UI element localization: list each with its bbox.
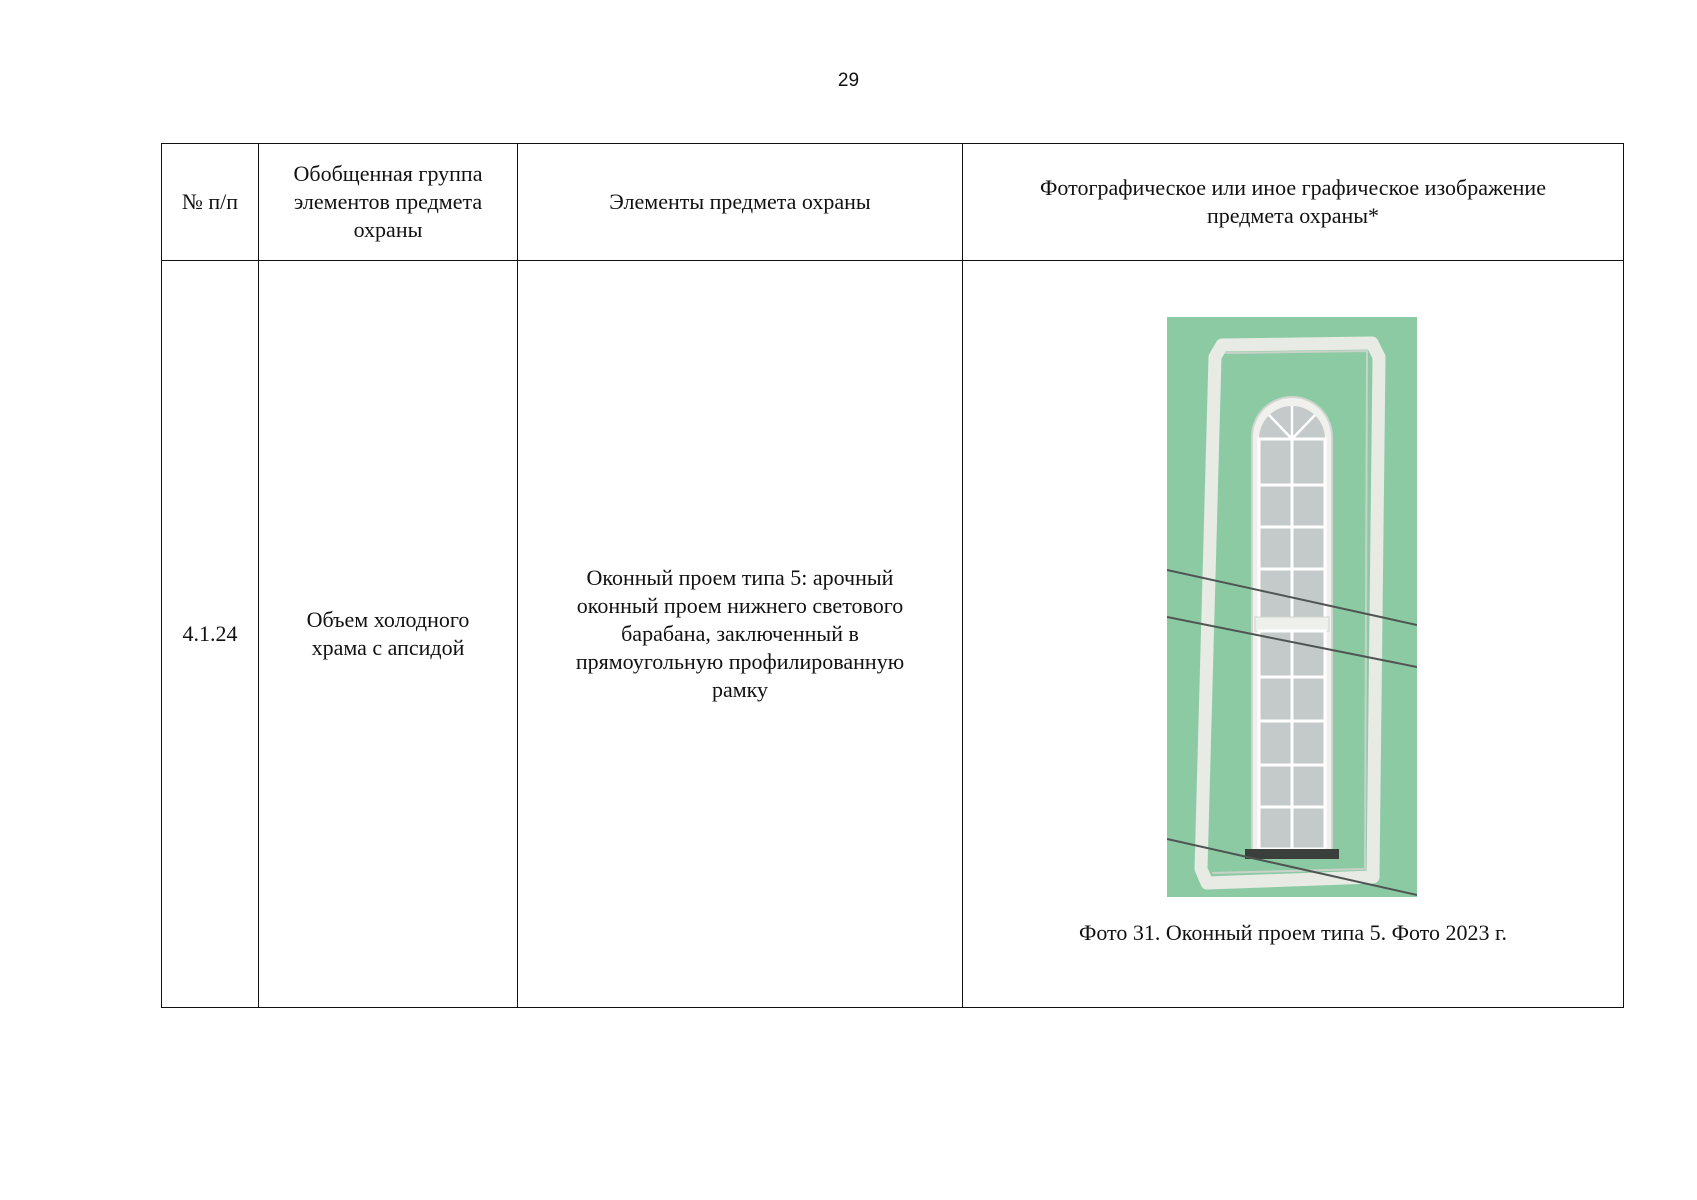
header-elements: Элементы предмета охраны <box>518 144 963 261</box>
table-row <box>162 261 1624 1008</box>
table-header-row <box>162 144 1624 261</box>
header-group: Обобщенная группа элементов предмета охраны <box>259 144 518 261</box>
cell-num: 4.1.24 <box>162 261 259 1008</box>
arched-window-image <box>1167 317 1417 897</box>
header-image: Фотографическое или иное графическое изображение предмета охраны* <box>963 144 1624 261</box>
cell-photo <box>963 261 1624 1008</box>
cell-group: Объем холодного храма с апсидой <box>259 261 518 1008</box>
window-photo <box>1167 317 1417 897</box>
header-num: № п/п <box>162 144 259 261</box>
cell-elements: Оконный проем типа 5: арочный оконный проем нижнего светового барабана, заключенный в прямоугольную профилированную рамку <box>518 261 963 1008</box>
protected-elements-table <box>161 143 1624 1008</box>
page-number: 29 <box>837 70 860 91</box>
photo-caption: Фото 31. Оконный проем типа 5. Фото 2023 г. <box>1078 920 1508 945</box>
